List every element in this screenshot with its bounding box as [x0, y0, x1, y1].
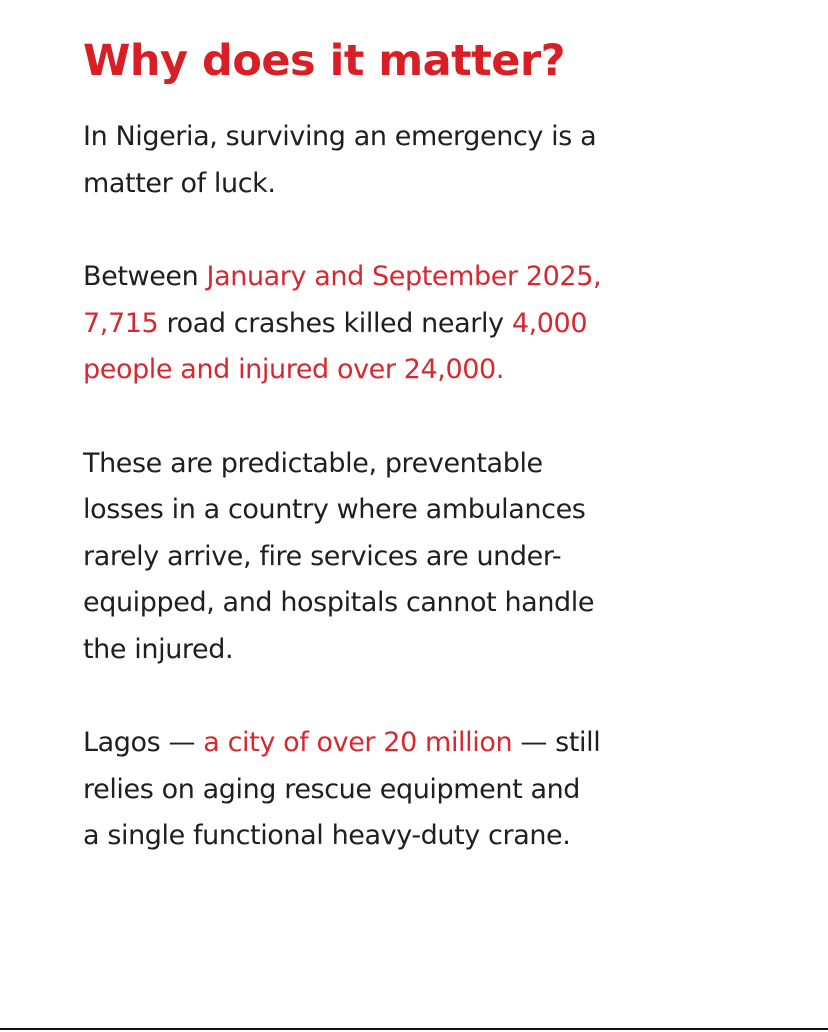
stats-text-between: Between — [83, 261, 207, 292]
stats-text-killed: road crashes killed nearly — [158, 307, 512, 339]
bottom-divider — [0, 1028, 828, 1030]
paragraph-losses-line-1: These are predictable, preventable — [83, 447, 543, 479]
stats-highlight-deaths: 4,000 — [511, 307, 588, 339]
paragraph-intro-line-1: In Nigeria, surviving an emergency is a — [83, 121, 597, 152]
stats-highlight-period: January and September 2025, — [206, 261, 602, 292]
paragraph-losses-line-3: rarely arrive, fire services are under- — [83, 540, 562, 572]
paragraph-losses-line-5: the injured. — [83, 633, 234, 665]
paragraph-intro-line-2: matter of luck. — [83, 167, 276, 199]
paragraph-losses-line-2: losses in a country where ambulances — [83, 494, 586, 525]
text-content — [83, 28, 783, 860]
paragraph-losses-line-4: equipped, and hospitals cannot handle — [83, 587, 595, 618]
paragraph-lagos — [83, 720, 783, 860]
paragraph-statistics — [83, 254, 783, 394]
paragraph-lagos-line-3: a single functional heavy-duty crane. — [83, 820, 571, 851]
lagos-text-start: Lagos — — [83, 727, 204, 758]
stats-highlight-injured: people and injured over 24,000. — [83, 354, 504, 385]
paragraph-intro — [83, 114, 783, 207]
paragraph-lagos-line-2: relies on aging rescue equipment and — [83, 773, 581, 805]
lagos-highlight-population: a city of over 20 million — [203, 727, 513, 758]
lagos-text-still: — still — [512, 727, 601, 758]
page-title: Why does it matter? — [83, 36, 566, 86]
stats-highlight-crashes: 7,715 — [83, 307, 159, 339]
paragraph-losses — [83, 441, 783, 674]
